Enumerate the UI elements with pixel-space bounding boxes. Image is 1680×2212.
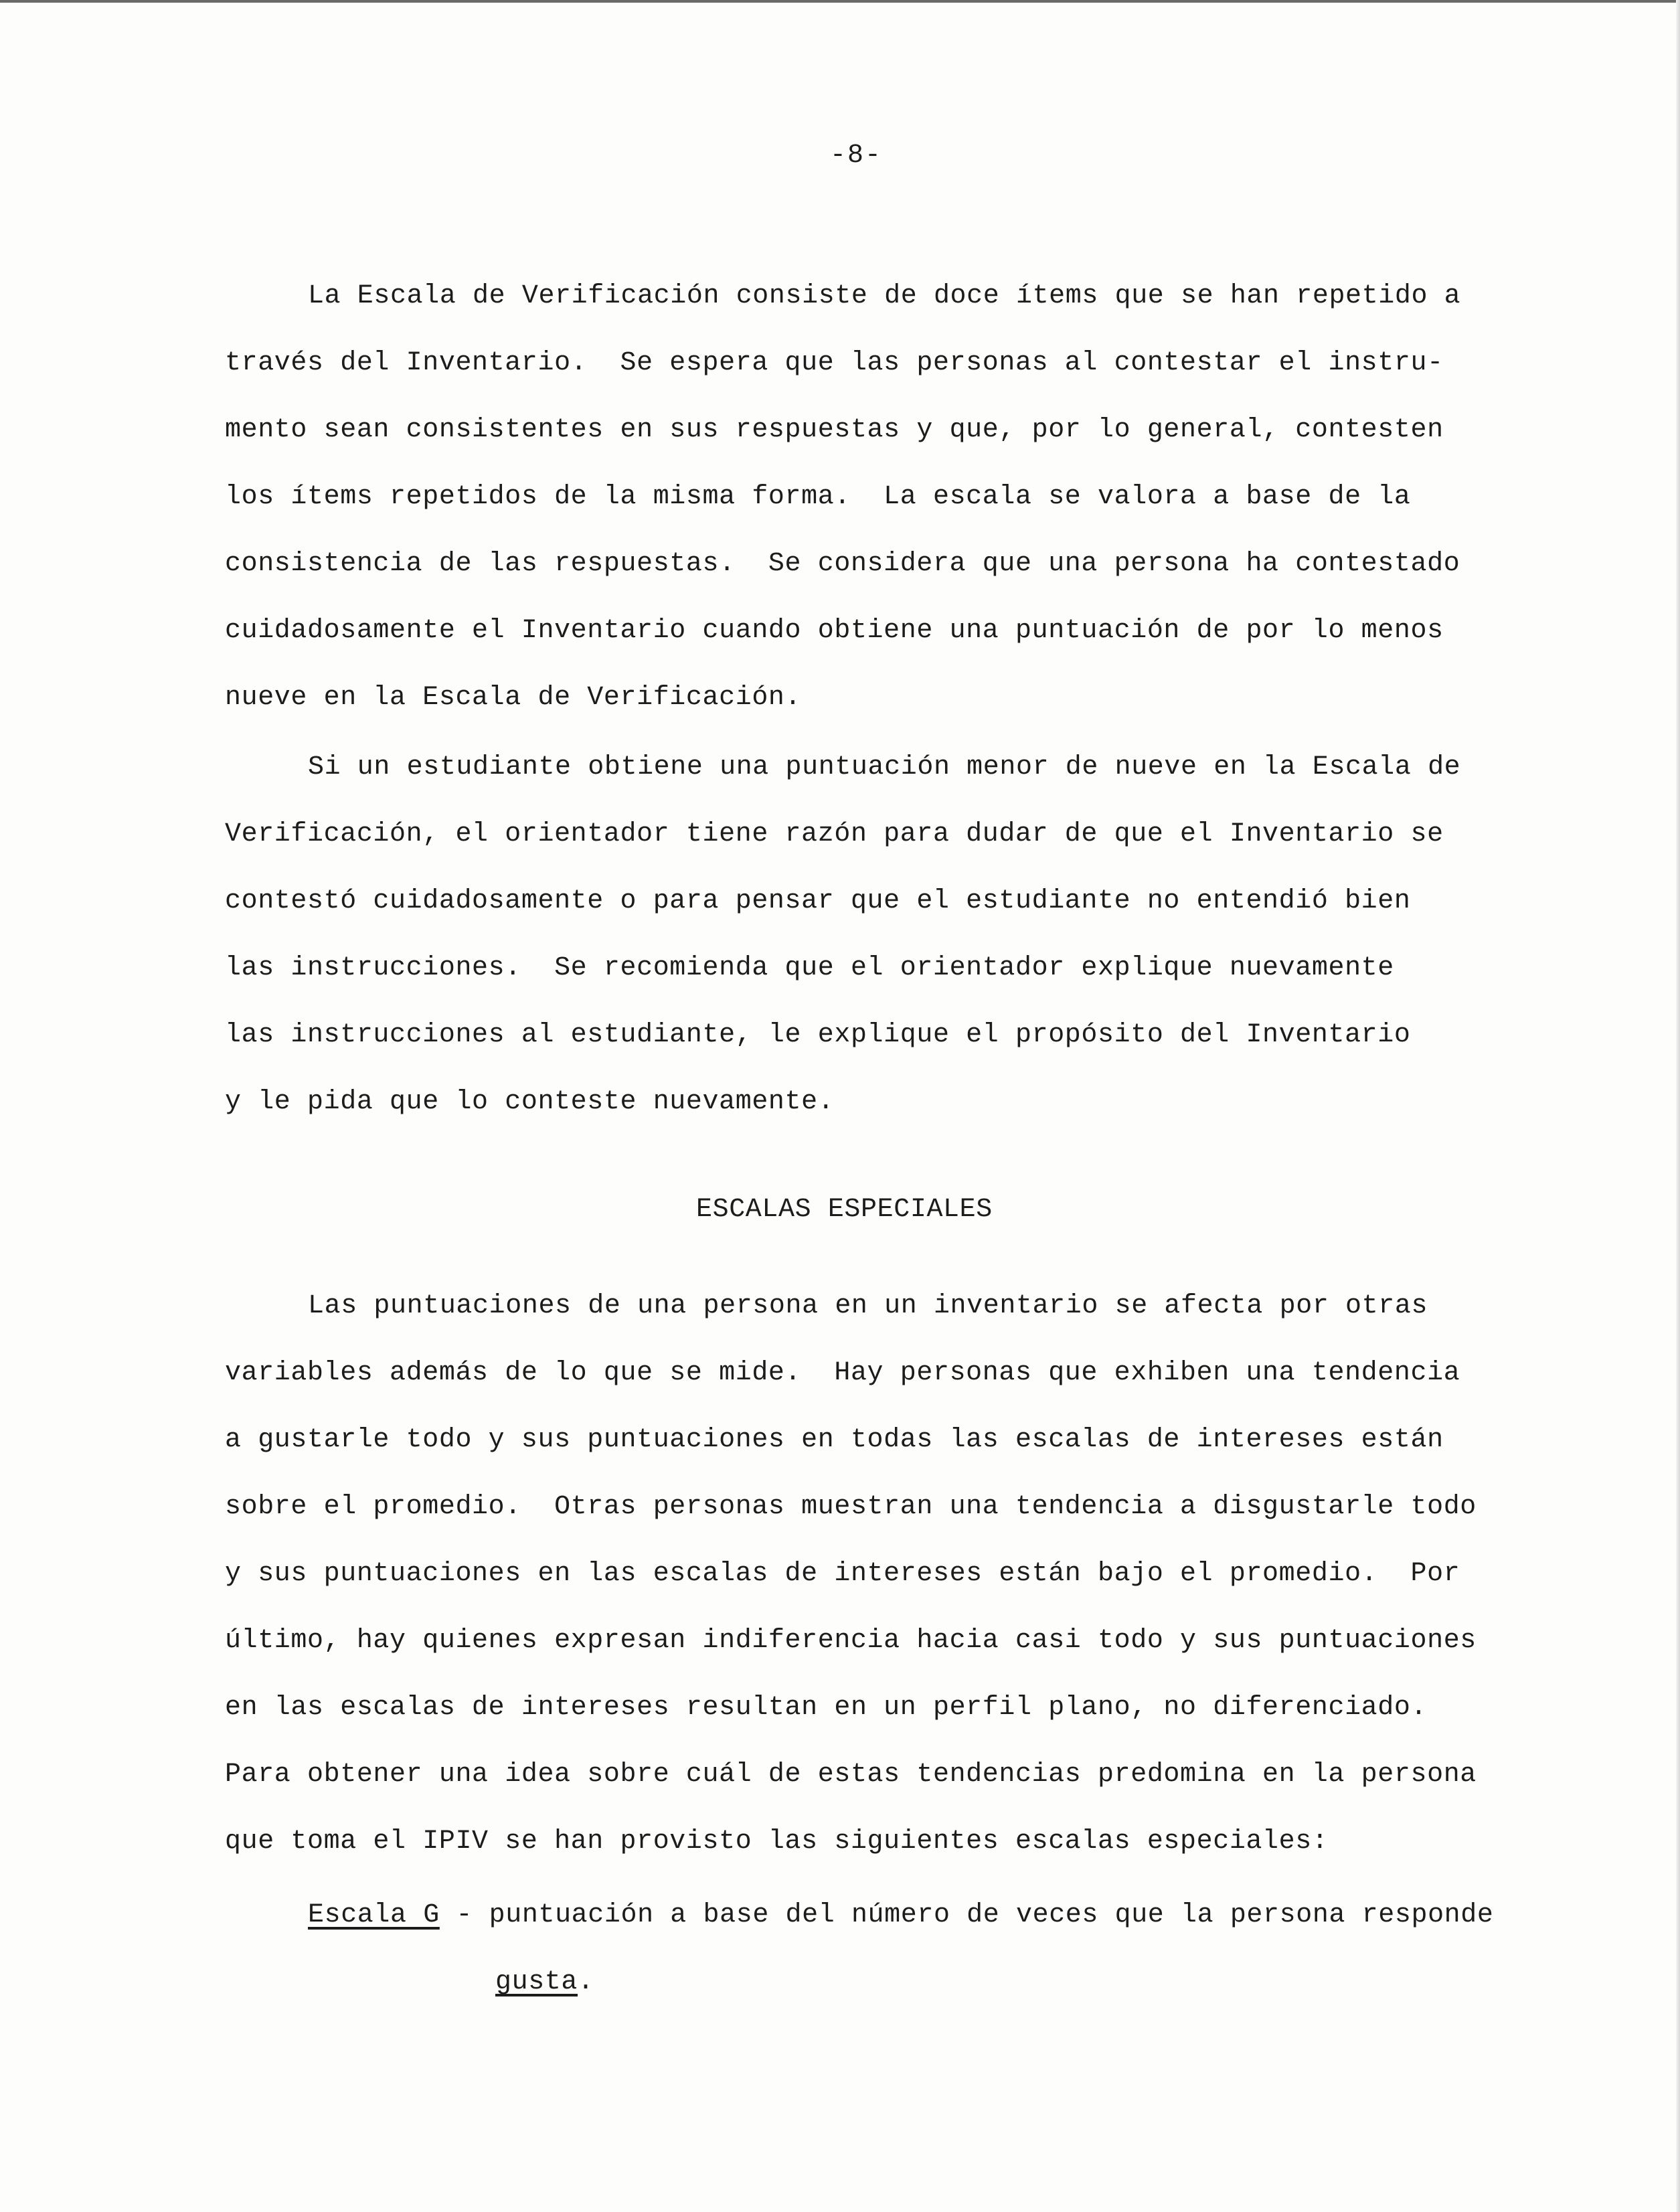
section-heading: ESCALAS ESPECIALES: [696, 1195, 993, 1225]
page-top-edge: [0, 0, 1680, 3]
paragraph2-line-1: Si un estudiante obtiene una puntuación menor de nueve en la Escala de: [308, 752, 1461, 782]
paragraph2-line-3: contestó cuidadosamente o para pensar que el estudiante no entendió bien: [225, 886, 1411, 916]
paragraph2-line-4: las instrucciones. Se recomienda que el orientador explique nuevamente: [225, 953, 1394, 983]
scale-g-label: Escala G: [308, 1900, 440, 1930]
paragraph1-line-6: cuidadosamente el Inventario cuando obtiene una puntuación de por lo menos: [225, 616, 1444, 646]
page-number: -8-: [830, 141, 883, 171]
paragraph3-line-4: sobre el promedio. Otras personas muestran una tendencia a disgustarle todo: [225, 1492, 1477, 1522]
paragraph3-line-1: Las puntuaciones de una persona en un inventario se afecta por otras: [308, 1291, 1428, 1321]
scale-g-continuation-line: [495, 1962, 594, 2003]
scale-g-entry: [308, 1895, 1494, 1936]
paragraph1-line-7: nueve en la Escala de Verificación.: [225, 683, 802, 713]
paragraph2-line-6: y le pida que lo conteste nuevamente.: [225, 1087, 835, 1117]
paragraph1-line-4: los ítems repetidos de la misma forma. La escala se valora a base de la: [225, 482, 1411, 512]
paragraph1-line-3: mento sean consistentes en sus respuestas y que, por lo general, contesten: [225, 415, 1444, 445]
paragraph3-line-8: Para obtener una idea sobre cuál de estas tendencias predomina en la persona: [225, 1760, 1477, 1790]
scale-g-end: .: [578, 1967, 594, 1997]
paragraph3-line-5: y sus puntuaciones en las escalas de intereses están bajo el promedio. Por: [225, 1559, 1460, 1589]
paragraph3-line-3: a gustarle todo y sus puntuaciones en todas las escalas de intereses están: [225, 1425, 1444, 1455]
paragraph3-line-6: último, hay quienes expresan indiferencia hacia casi todo y sus puntuaciones: [225, 1626, 1477, 1656]
paragraph3-line-9: que toma el IPIV se han provisto las siguientes escalas especiales:: [225, 1826, 1329, 1857]
paragraph1-line-1: La Escala de Verificación consiste de doce ítems que se han repetido a: [308, 281, 1461, 311]
paragraph2-line-2: Verificación, el orientador tiene razón para dudar de que el Inventario se: [225, 819, 1444, 849]
paragraph1-line-5: consistencia de las respuestas. Se considera que una persona ha contestado: [225, 549, 1460, 579]
paragraph2-line-5: las instrucciones al estudiante, le explique el propósito del Inventario: [225, 1020, 1411, 1050]
scale-g-description: - puntuación a base del número de veces que la persona responde: [439, 1900, 1494, 1930]
paragraph1-line-2: través del Inventario. Se espera que las personas al contestar el instru-: [225, 348, 1444, 378]
scale-g-continuation: gusta: [495, 1967, 578, 1997]
page-right-edge: [1676, 0, 1680, 2212]
paragraph3-line-2: variables además de lo que se mide. Hay personas que exhiben una tendencia: [225, 1358, 1460, 1388]
paragraph3-line-7: en las escalas de intereses resultan en un perfil plano, no diferenciado.: [225, 1693, 1428, 1723]
